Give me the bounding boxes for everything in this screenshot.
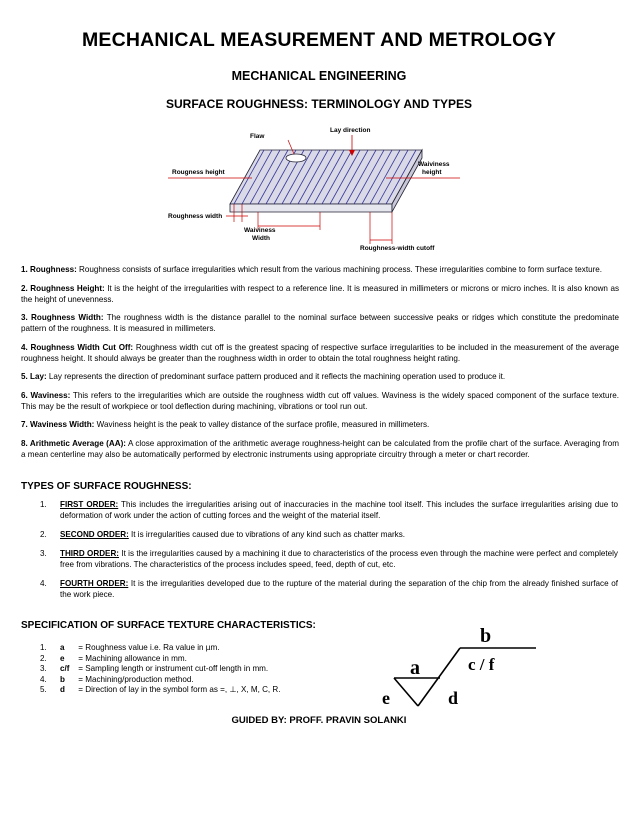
definition-text: It is the height of the irregularities with respect to a reference line. It is measured in millimeters or microns or micro inches. It is also known as the height of unevenness. <box>21 283 619 304</box>
definition-item <box>21 312 619 334</box>
definition-term: 1. Roughness: <box>21 265 77 274</box>
guided-by: GUIDED BY: PROFF. PRAVIN SOLANKI <box>231 715 407 726</box>
definition-text: A close approximation of the arithmetic average roughness-height can be calculated from the profile chart of the surface. Averaging from a mean centerline may also be automatically performed by electronic instruments using appropriate circuitry through a meter or chart recorder. <box>21 438 619 459</box>
flaw-label: Flaw <box>250 133 265 140</box>
symbol-b: b <box>480 625 492 647</box>
document-subtitle: MECHANICAL ENGINEERING <box>231 69 407 83</box>
type-item <box>40 529 618 540</box>
definition-text: The roughness width is the distance parallel to the nominal surface between successive peaks or ridges which constitute the predominate pattern of the roughness. It is measured in millimeters. <box>21 313 619 333</box>
type-item <box>40 499 618 521</box>
definition-term: 6. Waviness: <box>21 390 71 400</box>
type-item <box>40 548 618 570</box>
topic-heading: SURFACE ROUGHNESS: TERMINOLOGY AND TYPES <box>165 97 473 111</box>
definition-term: 4. Roughness Width Cut Off: <box>21 342 134 352</box>
spec-item <box>40 675 340 686</box>
symbol-e: e <box>382 688 390 708</box>
cutoff-label: Roughness-width cutoff <box>360 245 435 252</box>
definition-item <box>21 342 619 364</box>
definition-text: Roughness width cut off is the greatest spacing of respective surface irregularities to be included in the measurement of the average roughness height. It should always be greater than the roughness width in order to obtain the total roughness height rating. <box>21 342 619 363</box>
spec-text: = Roughness value i.e. Ra value in µm. <box>76 643 220 652</box>
definition-item <box>21 371 619 382</box>
spec-text: = Machining/production method. <box>76 674 194 684</box>
types-heading: TYPES OF SURFACE ROUGHNESS: <box>21 481 192 492</box>
type-number: 1. <box>40 500 47 509</box>
type-term: THIRD ORDER: <box>60 549 119 558</box>
spec-item <box>40 654 340 665</box>
spec-text: = Sampling length or instrument cut-off length in mm. <box>76 664 269 674</box>
waviness-height-label-1: Waiviness <box>418 161 450 168</box>
spec-symbol: a <box>60 643 65 652</box>
type-term: FOURTH ORDER: <box>60 579 129 588</box>
definition-item <box>21 438 619 460</box>
definition-text: Waviness height is the peak to valley distance of the surface profile, measured in millimeters. <box>94 420 430 429</box>
type-item <box>40 578 618 600</box>
spec-list <box>40 643 340 696</box>
spec-item <box>40 685 340 696</box>
waviness-height-label-2: height <box>422 169 442 176</box>
type-number: 4. <box>40 579 47 588</box>
symbol-a: a <box>410 657 420 679</box>
definition-item <box>21 390 619 412</box>
waviness-width-label-2: Width <box>252 235 270 242</box>
surface-block-front <box>230 204 392 212</box>
definition-item <box>21 264 619 275</box>
definition-text: Lay represents the direction of predominant surface pattern produced and it reflects the machining operation used to produce it. <box>46 372 506 381</box>
document-title: MECHANICAL MEASUREMENT AND METROLOGY <box>81 29 557 51</box>
spec-number: 2. <box>40 653 47 663</box>
definition-text: This refers to the irregularities which are outside the roughness width cut off values. Waviness is the widely spaced component of the surface texture. This may be the result of workpiece or tool deflection during machining, vibrations or tool run out. <box>21 390 619 411</box>
lay-direction-label: Lay direction <box>330 127 371 134</box>
symbol-d: d <box>448 688 459 708</box>
definition-term: 7. Waviness Width: <box>21 420 95 429</box>
definition-item <box>21 419 619 430</box>
spec-symbol: c/f <box>60 664 70 674</box>
spec-item <box>40 643 340 654</box>
spec-number: 4. <box>40 674 47 684</box>
roughness-height-label: Rougness height <box>172 169 225 176</box>
definition-term: 3. Roughness Width: <box>21 313 104 322</box>
spec-symbol: b <box>60 674 65 684</box>
definition-term: 2. Roughness Height: <box>21 283 105 293</box>
type-text: This includes the irregularities arising out of inaccuracies in the machine tool itself. This includes the surface irregularities arising due to deformation of work under the action of cutting forces and the weight of the material itself. <box>60 500 618 520</box>
type-number: 2. <box>40 530 47 539</box>
symbol-left-leg <box>394 678 418 706</box>
definition-item <box>21 283 619 305</box>
surface-texture-symbol <box>376 620 546 712</box>
spec-text: = Direction of lay in the symbol form as =, ⊥, X, M, C, R. <box>76 685 281 695</box>
spec-item <box>40 664 340 675</box>
type-term: SECOND ORDER: <box>60 530 129 539</box>
symbol-cf: c / f <box>468 655 495 674</box>
definition-text: Roughness consists of surface irregularities which result from the various machining process. These irregularities combine to form surface texture. <box>76 265 603 274</box>
spec-text: = Machining allowance in mm. <box>76 653 187 663</box>
surface-roughness-diagram <box>160 122 482 256</box>
definition-term: 5. Lay: <box>21 372 47 381</box>
definitions-list <box>21 264 619 467</box>
spec-heading: SPECIFICATION OF SURFACE TEXTURE CHARACTERISTICS: <box>21 620 316 631</box>
type-text: It is irregularities caused due to vibrations of any kind such as chatter marks. <box>128 530 406 539</box>
spec-number: 3. <box>40 664 47 674</box>
roughness-width-label: Roughness width <box>168 213 223 220</box>
type-text: It is the irregularities developed due to the rupture of the material during the separation of the chip from the already finished surface of the work piece. <box>60 579 618 599</box>
flaw-mark <box>286 154 306 162</box>
definition-term: 8. Arithmetic Average (AA): <box>21 438 126 448</box>
type-text: It is the irregularities caused by a machining it due to characteristics of the process even through the machine were perfect and completely free from vibrations. The characteristics of the process includes speed, feed, depth of cut, etc. <box>60 549 618 569</box>
type-term: FIRST ORDER: <box>60 500 119 509</box>
spec-symbol: e <box>60 653 65 663</box>
spec-number: 1. <box>40 643 47 652</box>
waviness-width-label-1: Waiviness <box>244 227 276 234</box>
spec-symbol: d <box>60 685 65 695</box>
types-list <box>40 499 618 608</box>
spec-number: 5. <box>40 685 47 695</box>
type-number: 3. <box>40 549 47 558</box>
